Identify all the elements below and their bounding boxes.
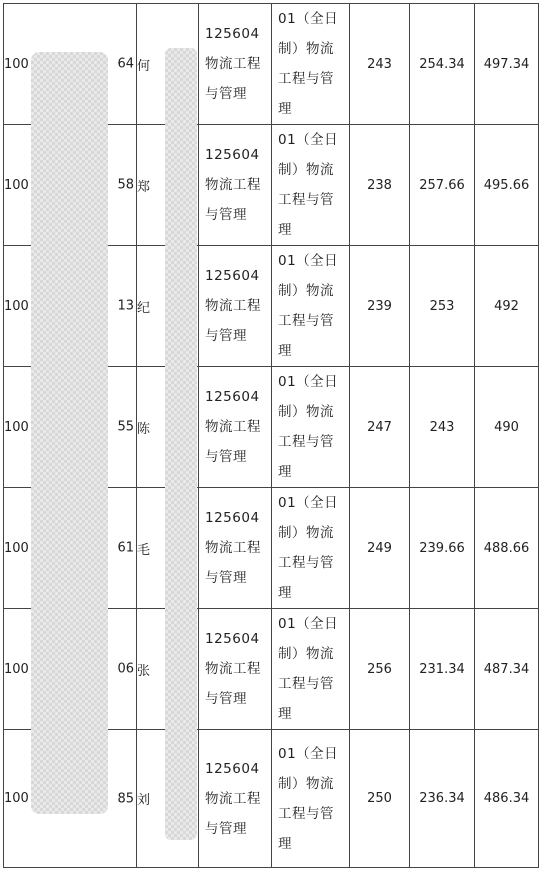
candidate-id-prefix: 100 [4,419,29,435]
candidate-id-prefix: 100 [4,56,29,72]
major-cell [199,367,272,488]
candidate-id-suffix: 55 [117,419,134,435]
direction-cell [272,488,350,609]
score-b-cell [410,730,475,868]
candidate-id-suffix: 64 [117,56,134,72]
direction-text: 01（全日制）物流工程与管理 [278,253,339,359]
direction-cell [272,125,350,246]
direction-cell [272,4,350,125]
total-score: 492 [494,298,519,314]
major-cell [199,609,272,730]
major-text: 125604物流工程与管理 [205,510,261,586]
major-cell [199,246,272,367]
score-b-cell [410,246,475,367]
total-score-cell [475,246,539,367]
score-b: 257.66 [419,177,465,193]
redaction-mask-name [165,48,197,840]
total-score: 487.34 [483,661,530,677]
direction-text: 01（全日制）物流工程与管理 [278,495,339,601]
score-a-cell [350,4,410,125]
candidate-id-suffix: 06 [117,661,134,677]
score-b: 239.66 [419,540,465,556]
total-score: 497.34 [483,56,530,72]
candidate-name: 纪 [137,300,151,316]
score-b-cell [410,4,475,125]
score-b-cell [410,125,475,246]
major-text: 125604物流工程与管理 [205,26,261,102]
candidate-name: 陈 [137,421,151,437]
candidate-name: 张 [137,663,151,679]
total-score-cell [475,730,539,868]
score-a-cell [350,367,410,488]
direction-cell [272,730,350,868]
major-text: 125604物流工程与管理 [205,631,261,707]
direction-text: 01（全日制）物流工程与管理 [278,132,339,238]
candidate-name: 刘 [137,793,151,808]
score-b-cell [410,488,475,609]
total-score-cell [475,125,539,246]
candidate-id-suffix: 58 [117,177,134,193]
score-a: 249 [367,540,392,556]
score-a: 239 [367,298,392,314]
score-a: 243 [367,56,392,72]
score-b-cell [410,609,475,730]
candidate-id-prefix: 100 [4,298,29,314]
candidate-id-prefix: 100 [4,177,29,193]
candidate-name: 毛 [137,542,151,558]
total-score-cell [475,609,539,730]
total-score: 490 [494,419,519,435]
candidate-id-suffix: 85 [117,791,134,806]
direction-cell [272,367,350,488]
direction-text: 01（全日制）物流工程与管理 [278,374,339,480]
candidate-id-prefix: 100 [4,540,29,556]
total-score: 488.66 [483,540,530,556]
candidate-id-prefix: 100 [4,661,29,677]
score-a-cell [350,488,410,609]
total-score-cell [475,367,539,488]
major-text: 125604物流工程与管理 [205,389,261,465]
score-a-cell [350,246,410,367]
score-b: 254.34 [419,56,465,72]
major-text: 125604物流工程与管理 [205,268,261,344]
redaction-mask-id [31,52,108,814]
total-score-cell [475,488,539,609]
score-a-cell [350,609,410,730]
score-a: 250 [367,791,392,806]
direction-text: 01（全日制）物流工程与管理 [278,616,339,722]
total-score: 486.34 [483,791,530,806]
score-a: 256 [367,661,392,677]
total-score-cell [475,4,539,125]
candidate-name: 何 [137,58,151,74]
major-cell [199,4,272,125]
score-a: 247 [367,419,392,435]
total-score: 495.66 [483,177,530,193]
score-b: 243 [429,419,455,435]
direction-text: 01（全日制）物流工程与管理 [278,11,339,117]
score-b: 253 [429,298,455,314]
score-a-cell [350,730,410,868]
major-cell [199,125,272,246]
candidate-id-suffix: 13 [117,298,134,314]
candidate-id-prefix: 100 [4,791,29,806]
direction-cell [272,246,350,367]
major-cell [199,488,272,609]
direction-text: 01（全日制）物流工程与管理 [278,745,339,852]
candidate-id-suffix: 61 [117,540,134,556]
direction-cell [272,609,350,730]
score-a: 238 [367,177,392,193]
candidate-name: 郑 [137,179,151,195]
major-text: 125604物流工程与管理 [205,760,261,837]
score-b-cell [410,367,475,488]
score-a-cell [350,125,410,246]
score-b: 231.34 [419,661,465,677]
score-b: 236.34 [419,791,465,806]
major-cell [199,730,272,868]
major-text: 125604物流工程与管理 [205,147,261,223]
